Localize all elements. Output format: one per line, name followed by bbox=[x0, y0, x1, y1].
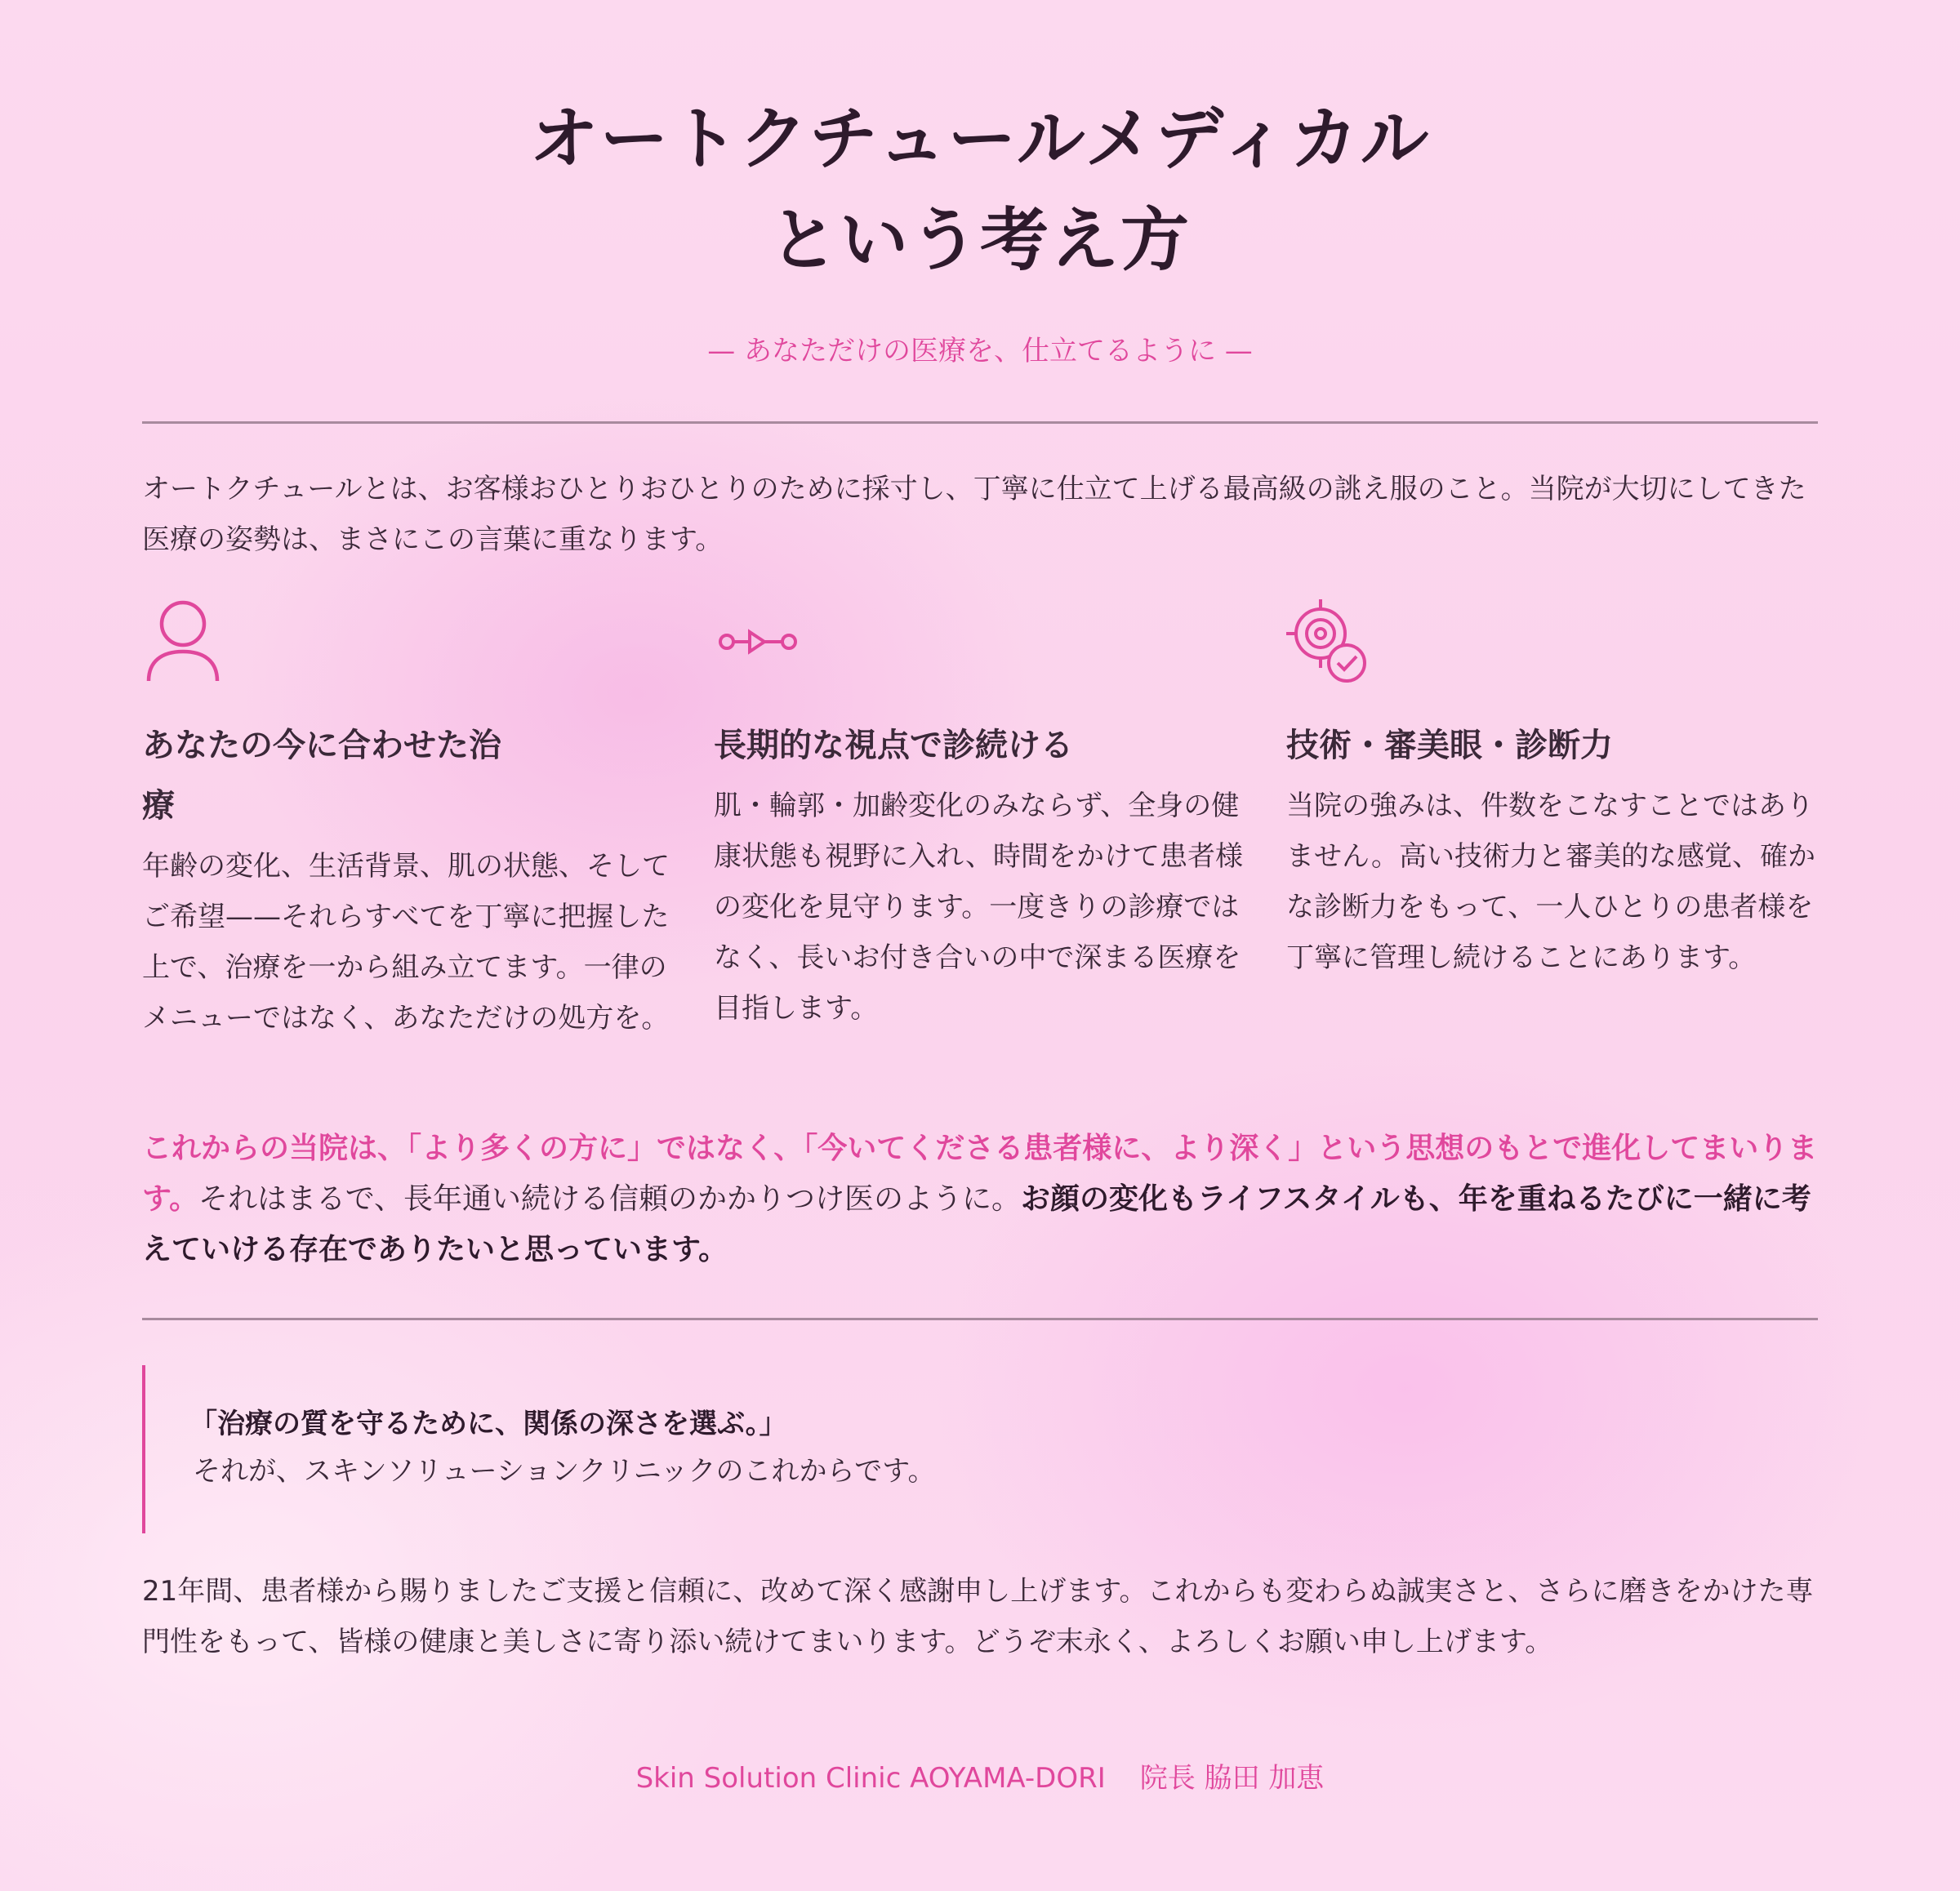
title-line-2: という考え方 bbox=[768, 199, 1191, 280]
signature-clinic: Skin Solution Clinic AOYAMA-DORI bbox=[635, 1762, 1106, 1795]
feature-body: 年齢の変化、生活背景、肌の状態、そしてご希望——それらすべてを丁寧に把握した上で、治療を一から組み立てます。一律のメニューではなく、あなただけの処方を。 bbox=[142, 850, 670, 1034]
closing-normal: それはまるで、長年通い続ける信頼のかかりつけ医のように。 bbox=[198, 1182, 1022, 1216]
intro-paragraph: オートクチュールとは、お客様おひとりおひとりのために採寸し、丁寧に仕立て上げる最高級の誂え服のこと。当院が大切にしてきた医療の姿勢は、まさにこの言葉に重なります。 bbox=[142, 473, 1806, 556]
timeline-icon bbox=[714, 596, 1245, 686]
feature-title: 技術・審美眼・診断力 bbox=[1286, 726, 1613, 764]
feature-tailored-treatment bbox=[142, 596, 673, 1034]
closing-emphasis: お顔の変化もライフスタイルも、年を重ねるたびに一緒に考えていける存在でありたいと思っています。 bbox=[142, 1182, 1811, 1266]
closing-highlight: これからの当院は、「より多くの方に」ではなく、「今いてくださる患者様に、より深く」という思想のもとで進化してまいります。 bbox=[142, 1132, 1818, 1216]
divider bbox=[142, 421, 1818, 424]
page-subtitle: — あなただけの医療を、仕立てるように — bbox=[707, 335, 1253, 367]
divider bbox=[142, 1318, 1818, 1320]
quote-text: それが、スキンソリューションクリニックのこれからです。 bbox=[193, 1455, 936, 1488]
feature-title: 長期的な視点で診続ける bbox=[714, 726, 1073, 764]
feature-body: 肌・輪郭・加齢変化のみならず、全身の健康状態も視野に入れ、時間をかけて患者様の変化を見守ります。一度きりの診療ではなく、長いお付き合いの中で深まる医療を目指します。 bbox=[714, 790, 1244, 1025]
target-check-icon bbox=[1286, 596, 1817, 686]
thanks-paragraph: 21年間、患者様から賜りましたご支援と信頼に、改めて深く感謝申し上げます。これからも変わらぬ誠実さと、さらに磨きをかけた専門性をもって、皆様の健康と美しさに寄り添い続けてまいります。どうぞ末永く、よろしくお願い申し上げます。 bbox=[142, 1575, 1814, 1658]
quote-heading: 「治療の質を守るために、関係の深さを選ぶ。」 bbox=[189, 1408, 787, 1440]
feature-skill-aesthetics-diagnosis bbox=[1286, 596, 1817, 974]
page-title bbox=[142, 88, 1818, 291]
feature-long-term-care bbox=[714, 596, 1245, 1025]
blockquote bbox=[142, 1365, 1821, 1533]
signature bbox=[142, 1754, 1818, 1803]
feature-body: 当院の強みは、件数をこなすことではありません。高い技術力と審美的な感覚、確かな診断力をもって、一人ひとりの患者様を丁寧に管理し続けることにあります。 bbox=[1286, 790, 1816, 974]
title-line-1: オートクチュールメディカル bbox=[529, 98, 1431, 179]
signature-director: 院長 脇田 加恵 bbox=[1139, 1762, 1325, 1795]
closing-paragraph bbox=[142, 1123, 1818, 1275]
feature-title: あなたの今に合わせた治療 bbox=[142, 726, 501, 825]
person-icon bbox=[142, 596, 673, 686]
